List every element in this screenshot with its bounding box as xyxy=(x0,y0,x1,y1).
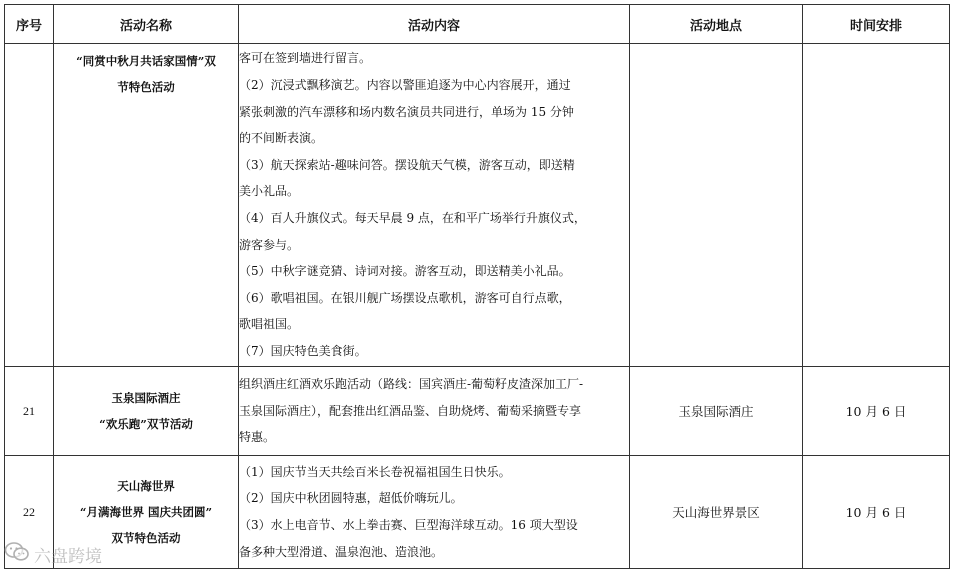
activity-name xyxy=(54,44,239,367)
content-line: 特惠。 xyxy=(239,430,276,445)
activity-name-line: “月满海世界 国庆共团圆” xyxy=(79,505,213,519)
content-line: （3）航天探索站-趣味问答。摆设航天气模，游客互动，即送精 xyxy=(239,157,575,172)
activity-name-line: 节特色活动 xyxy=(117,80,175,94)
row-number: 21 xyxy=(5,367,54,456)
header-seq: 序号 xyxy=(5,5,54,44)
row-number xyxy=(5,44,54,367)
activity-place: 天山海世界景区 xyxy=(630,456,803,569)
activity-name xyxy=(54,367,239,456)
watermark-text: 六盘跨境 xyxy=(34,547,102,567)
content-line: 玉泉国际酒庄），配套推出红酒品鉴、自助烧烤、葡萄采摘暨专享 xyxy=(239,403,582,418)
table-row xyxy=(5,44,950,367)
header-content: 活动内容 xyxy=(239,5,630,44)
content-line: （2）沉浸式飘移演艺。内容以警匪追逐为中心内容展开，通过 xyxy=(239,78,571,93)
activity-name-line: 双节特色活动 xyxy=(111,531,181,545)
content-line: 紧张刺激的汽车漂移和场内数名演员共同进行，单场为 15 分钟 xyxy=(239,104,574,119)
schedule-table xyxy=(4,4,950,569)
activity-content xyxy=(239,44,630,367)
activity-name xyxy=(54,456,239,569)
content-line: 客可在签到墙进行留言。 xyxy=(239,51,372,66)
content-line: （1）国庆节当天共绘百米长卷祝福祖国生日快乐。 xyxy=(239,464,511,479)
content-line: 歌唱祖国。 xyxy=(239,317,300,332)
activity-time xyxy=(803,44,950,367)
activity-name-line: 玉泉国际酒庄 xyxy=(111,391,181,405)
content-line: 备多种大型滑道、温泉泡池、造浪池。 xyxy=(239,544,444,559)
table-row xyxy=(5,456,950,569)
activity-content xyxy=(239,367,630,456)
content-line: （3）水上电音节、水上拳击赛、巨型海洋球互动。16 项大型设 xyxy=(239,518,578,532)
content-line: （5）中秋字谜竞猜、诗词对接。游客互动，即送精美小礼品。 xyxy=(239,264,571,279)
header-row xyxy=(5,5,950,44)
activity-name-line: 天山海世界 xyxy=(117,479,175,493)
content-line: （6）歌唱祖国。在银川舰广场摆设点歌机，游客可自行点歌， xyxy=(239,290,571,305)
content-line: 的不间断表演。 xyxy=(239,131,324,146)
header-place: 活动地点 xyxy=(630,5,803,44)
content-line: 组织酒庄红酒欢乐跑活动（路线：国宾酒庄-葡萄籽皮渣深加工厂- xyxy=(239,377,584,392)
activity-place: 玉泉国际酒庄 xyxy=(630,367,803,456)
header-name: 活动名称 xyxy=(54,5,239,44)
content-line: 游客参与。 xyxy=(239,237,300,252)
content-line: （4）百人升旗仪式。每天早晨 9 点，在和平广场举行升旗仪式， xyxy=(239,211,586,225)
activity-time: 10 月 6 日 xyxy=(803,367,950,456)
header-time: 时间安排 xyxy=(803,5,950,44)
row-number: 22 xyxy=(5,456,54,569)
activity-place xyxy=(630,44,803,367)
content-line: 美小礼品。 xyxy=(239,184,300,199)
content-line: （7）国庆特色美食街。 xyxy=(239,343,367,358)
content-line: （2）国庆中秋团圆特惠，超低价嗨玩儿。 xyxy=(239,491,463,506)
table-row xyxy=(5,367,950,456)
activity-time: 10 月 6 日 xyxy=(803,456,950,569)
activity-content xyxy=(239,456,630,569)
activity-name-line: “同赏中秋月共话家国情”双 xyxy=(76,54,216,68)
activity-name-line: “欢乐跑”双节活动 xyxy=(99,417,193,431)
